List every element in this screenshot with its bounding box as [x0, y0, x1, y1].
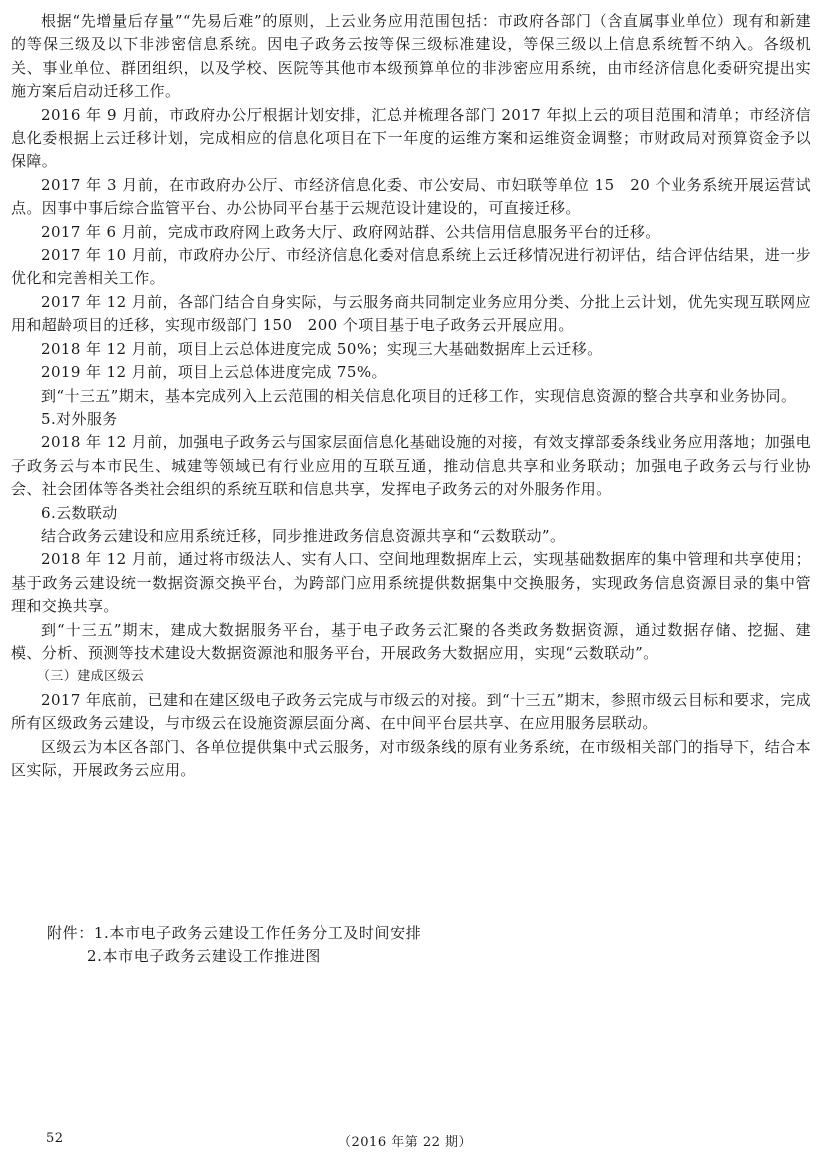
page-number: 52 [46, 1131, 64, 1146]
paragraph-cloud-data-13th-five-year: 到“十三五”期末，建成大数据服务平台，基于电子政务云汇聚的各类政务数据资源，通过数据存储、挖掘、建模、分析、预测等技术建设大数据资源池和服务平台，开展政务大数据应用，实现“云数联动”。 [11, 620, 811, 662]
attachment-item: 1.本市电子政务云建设工作任务分工及时间安排 [93, 924, 422, 942]
paragraph-external-services: 2018 年 12 月前，加强电子政务云与国家层面信息化基础设施的对接，有效支撑部委条线业务应用落地；加强电子政务云与本市民生、城建等领域已有行业应用的互联互通，推动信息共享和业务联动；加强电子政务云与行业协会、社会团体等各类社会组织的系统互联和信息共享，发挥电子政务云的对外服务作用。 [11, 433, 811, 499]
attachment-row-2 [47, 945, 421, 968]
paragraph-district-cloud-services: 区级云为本区各部门、各单位提供集中式云服务，对市级条线的原有业务系统，在市级相关部门的指导下，结合本区实际，开展政务云应用。 [11, 737, 812, 779]
section-heading-cloud-data-linkage: 6.云数联动 [41, 503, 118, 522]
paragraph-2016-sep: 2016 年 9 月前，市政府办公厅根据计划安排，汇总并梳理各部门 2017 年拟上云的项目范围和清单；市经济信息化委根据上云迁移计划，完成相应的信息化项目在下一年度的运维方案和运维资金调整；市财政局对预算资金予以保障。 [11, 105, 811, 171]
paragraph-2017-oct: 2017 年 10 月前，市政府办公厅、市经济信息化委对信息系统上云迁移情况进行初评估，结合评估结果，进一步优化和完善相关工作。 [11, 246, 811, 288]
attachment-item: 2.本市电子政务云建设工作推进图 [87, 947, 321, 966]
attachments-block [47, 922, 421, 969]
paragraph-2017-jun: 2017 年 6 月前，完成市政府网上政务大厅、政府网站群、公共信用信息服务平台的迁移。 [41, 222, 661, 241]
paragraph-cloud-data-2018: 2018 年 12 月前，通过将市级法人、实有人口、空间地理数据库上云，实现基础数据库的集中管理和共享使用；基于政务云建设统一数据资源交换平台，为跨部门应用系统提供数据集中交换服务，实现政务信息资源目录的集中管理和交换共享。 [11, 550, 811, 616]
paragraph-2017-mar: 2017 年 3 月前，在市政府办公厅、市经济信息化委、市公安局、市妇联等单位 15 20 个业务系统开展运营试点。因事中事后综合监管平台、办公协同平台基于云规范设计建设的，可直接迁移。 [11, 175, 811, 218]
attachment-row-1 [47, 922, 421, 945]
paragraph-cloud-data-intro: 结合政务云建设和应用系统迁移，同步推进政务信息资源共享和“云数联动”。 [41, 526, 566, 545]
section-heading-external-services: 5.对外服务 [41, 409, 118, 428]
paragraph-13th-five-year-end: 到“十三五”期末，基本完成列入上云范围的相关信息化项目的迁移工作，实现信息资源的整合共享和业务协同。 [41, 386, 797, 405]
paragraph-district-cloud-2017: 2017 年底前，已建和在建区级电子政务云完成与市级云的对接。到“十三五”期末，参照市级云目标和要求，完成所有区级政务云建设，与市级云在设施资源层面分离、在中间平台层共享、在应用服务层联动。 [11, 690, 811, 733]
attachment-indent-spacer [47, 945, 87, 968]
issue-label: （2016 年第 22 期） [338, 1135, 473, 1150]
section-heading-district-cloud: （三）建成区级云 [37, 669, 145, 685]
paragraph-2017-dec: 2017 年 12 月前，各部门结合自身实际，与云服务商共同制定业务应用分类、分批上云计划，优先实现互联网应用和超龄项目的迁移，实现市级部门 150 200 个项目基于电子政务云开展应用。 [11, 292, 811, 335]
paragraph-2018-dec: 2018 年 12 月前，项目上云总体进度完成 50%；实现三大基础数据库上云迁移。 [41, 339, 603, 358]
paragraph-cloud-scope: 根据“先增量后存量”“先易后难”的原则，上云业务应用范围包括：市政府各部门（含直属事业单位）现有和新建的等保三级及以下非涉密信息系统。因电子政务云按等保三级标准建设，等保三级以上信息系统暂不纳入。各级机关、事业单位、群团组织，以及学校、医院等其他市本级预算单位的非涉密应用系统，由市经济信息化委研究提出实施方案后启动迁移工作。 [11, 12, 811, 101]
attachments-label: 附件： [47, 924, 94, 942]
main-text [11, 10, 811, 782]
paragraph-2019-dec: 2019 年 12 月前，项目上云总体进度完成 75%。 [41, 363, 387, 382]
